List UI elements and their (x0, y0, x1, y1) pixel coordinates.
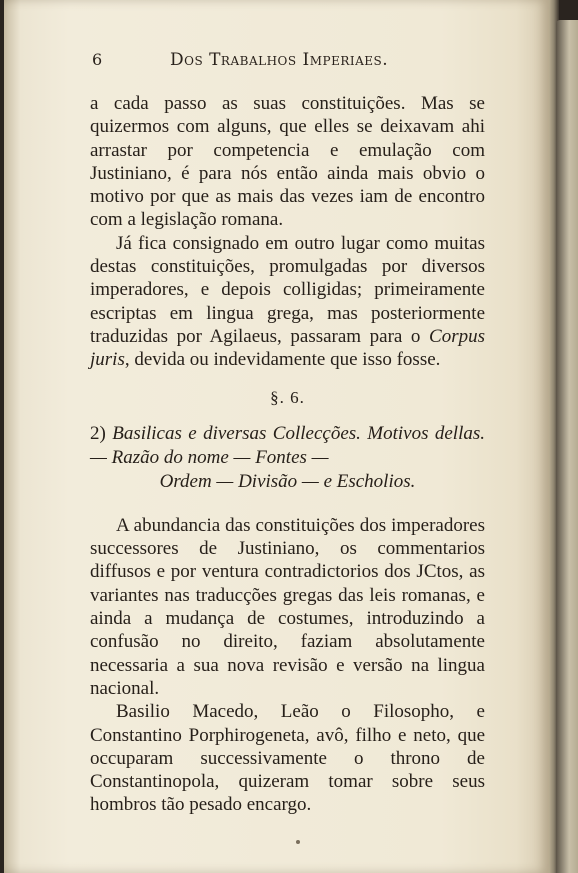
running-head: Dos Trabalhos Imperiaes. (170, 50, 389, 70)
footer-dot (296, 840, 300, 844)
paragraph-2 (90, 232, 485, 372)
section-heading (90, 422, 485, 494)
section-heading-last: Ordem — Divisão — e Escholios. (159, 470, 416, 492)
page-header (92, 50, 492, 74)
paragraph-3: A abundancia das constituições dos imperadores successores de Justiniano, os commentarios diffusos e por ventura contradictorios dos JCtos, as variantes nas traducções gregas das leis romanas, e ainda a mudança de costumes, introduzindo a confusão no direito, faziam absolutamente necessaria a sua nova revisão e versão na lingua nacional. (90, 514, 485, 699)
section-heading-main: Basilicas e diversas Collecções. Motivos dellas. — Razão do nome — Fontes — (90, 422, 485, 468)
next-page-edge (556, 20, 578, 873)
page-number: 6 (92, 50, 103, 69)
paragraph-2-text-b: , devida ou indevidamente que isso fosse. (124, 349, 441, 371)
section-number: 2) (90, 422, 106, 444)
paragraph-2-text-a: Já fica consignado em outro lugar como muitas destas constituições, promulgadas por diversos imperadores, e depois colligidas; primeiramente escriptas em lingua grega, mas posteriormente traduzidas por Agilaeus, passaram para o (90, 232, 485, 347)
section-mark: §. 6. (270, 387, 305, 407)
paragraph-4: Basilio Macedo, Leão o Filosopho, e Constantino Porphirogeneta, avô, filho e neto, que occuparam successivamente o throno de Constantinopola, quizeram tomar sobre seus hombros tão pesado encargo. (90, 701, 485, 816)
corpus-juris-italic: Corpus juris (90, 325, 485, 371)
paragraph-1: a cada passo as suas constituições. Mas se quizermos com alguns, que elles se deixavam ahi arrastar por competencia e emulação com Justiniano, é para nós então ainda mais obvio o motivo por que as mais das vezes iam de encontro com a legislação romana. (90, 93, 485, 231)
page-body (90, 92, 485, 817)
